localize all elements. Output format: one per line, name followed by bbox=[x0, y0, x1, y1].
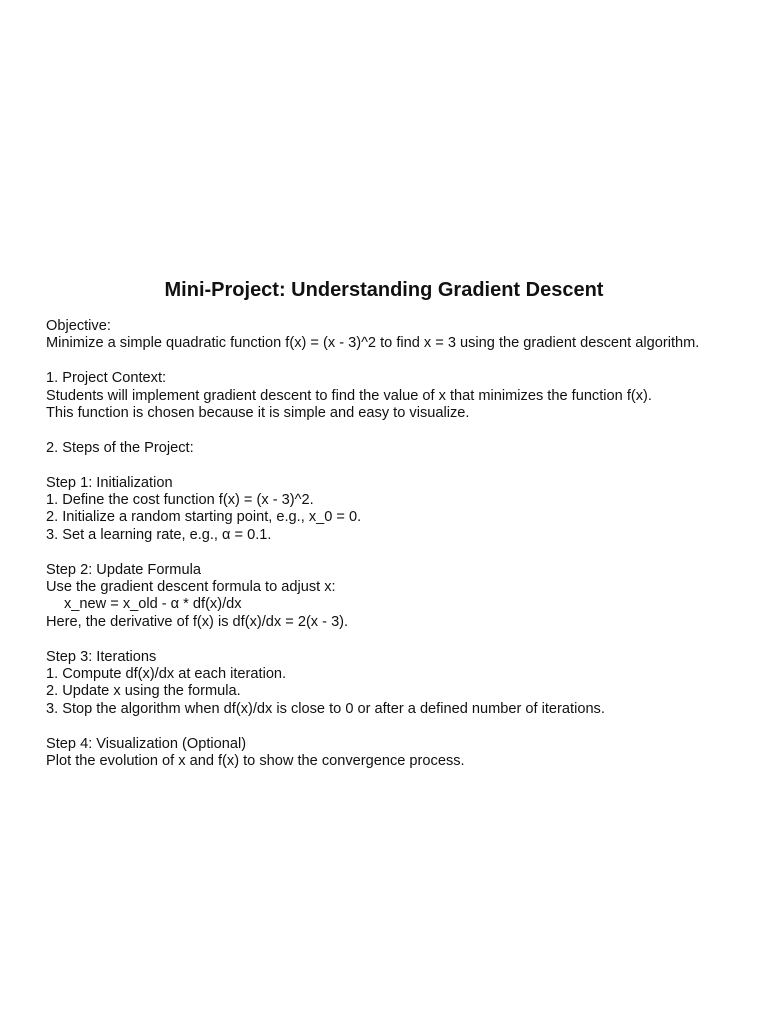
objective-heading: Objective: bbox=[46, 318, 111, 334]
paragraph-gap bbox=[46, 718, 766, 735]
paragraph-gap bbox=[46, 353, 766, 370]
context-line: This function is chosen because it is simple and easy to visualize. bbox=[46, 405, 470, 422]
objective-text: Minimize a simple quadratic function f(x) = (x - 3)^2 to find x = 3 using the gradient descent algorithm. bbox=[46, 335, 700, 352]
step2-formula: x_new = x_old - α * df(x)/dx bbox=[64, 596, 242, 613]
step1-line: 3. Set a learning rate, e.g., α = 0.1. bbox=[46, 526, 272, 543]
step1-line: 2. Initialize a random starting point, e.g., x_0 = 0. bbox=[46, 509, 362, 526]
step3-line: 3. Stop the algorithm when df(x)/dx is close to 0 or after a defined number of iterations. bbox=[46, 700, 605, 717]
document-body bbox=[46, 318, 766, 770]
step2-line: Use the gradient descent formula to adjust x: bbox=[46, 579, 336, 596]
step3-heading: Step 3: Iterations bbox=[46, 648, 157, 665]
step4-heading: Step 4: Visualization (Optional) bbox=[46, 735, 247, 752]
document-title: Mini-Project: Understanding Gradient Descent bbox=[164, 279, 604, 301]
context-line: Students will implement gradient descent to find the value of x that minimizes the function f(x). bbox=[46, 387, 652, 404]
step2-line: Here, the derivative of f(x) is df(x)/dx = 2(x - 3). bbox=[46, 613, 349, 630]
context-heading: 1. Project Context: bbox=[46, 370, 167, 387]
step3-line: 1. Compute df(x)/dx at each iteration. bbox=[46, 666, 287, 683]
step2-heading: Step 2: Update Formula bbox=[46, 561, 201, 578]
paragraph-gap bbox=[46, 544, 766, 561]
step1-line: 1. Define the cost function f(x) = (x - 3)^2. bbox=[46, 492, 314, 509]
paragraph-gap bbox=[46, 631, 766, 648]
step1-heading: Step 1: Initialization bbox=[46, 474, 173, 491]
step3-line: 2. Update x using the formula. bbox=[46, 683, 241, 700]
steps-heading: 2. Steps of the Project: bbox=[46, 439, 194, 456]
paragraph-gap bbox=[46, 422, 766, 439]
paragraph-gap bbox=[46, 457, 766, 474]
step4-line: Plot the evolution of x and f(x) to show the convergence process. bbox=[46, 753, 465, 770]
